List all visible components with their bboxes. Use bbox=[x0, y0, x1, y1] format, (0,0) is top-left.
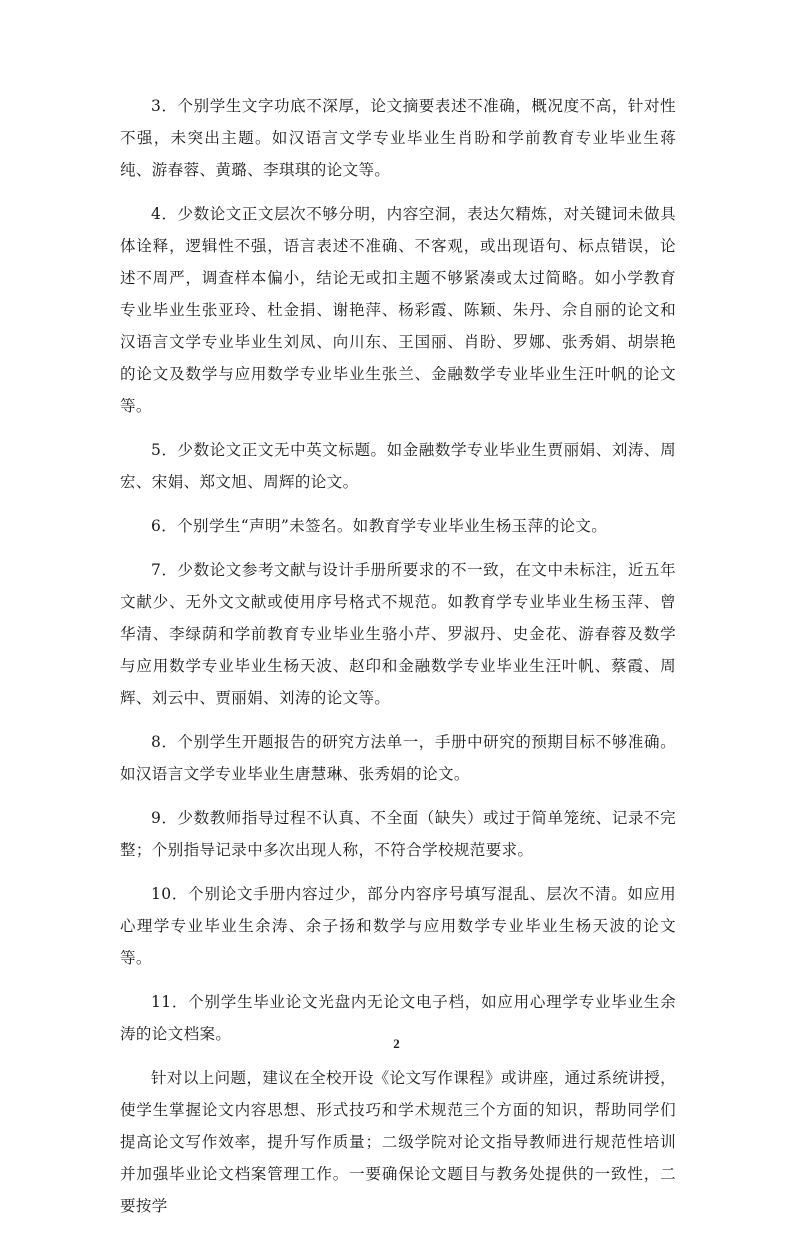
paragraph-item-8: 8．个别学生开题报告的研究方法单一，手册中研究的预期目标不够准确。如汉语言文学专业毕业生唐慧琳、张秀娟的论文。 bbox=[120, 733, 676, 783]
paragraph-item-3: 3．个别学生文字功底不深厚，论文摘要表述不准确，概况度不高，针对性不强，未突出主题。如汉语言文学专业毕业生肖盼和学前教育专业毕业生蒋纯、游春蓉、黄璐、李琪琪的论文等。 bbox=[120, 97, 676, 179]
document-body bbox=[120, 90, 676, 1234]
paragraph-recommendation: 针对以上问题，建议在全校开设《论文写作课程》或讲座，通过系统讲授，使学生掌握论文内容思想、形式技巧和学术规范三个方面的知识，帮助同学们提高论文写作效率，提升写作质量；二级学院对论文指导教师进行规范性培训并加强毕业论文档案管理工作。一要确保论文题目与教务处提供的一致性，二要按学 bbox=[120, 1069, 676, 1215]
paragraph-item-6: 6．个别学生“声明”未签名。如教育学专业毕业生杨玉萍的论文。 bbox=[151, 517, 608, 535]
page-number: 2 bbox=[393, 1036, 400, 1051]
paragraph-item-5: 5．少数论文正文无中英文标题。如金融数学专业毕业生贾丽娟、刘涛、周宏、宋娟、郑文旭、周辉的论文。 bbox=[120, 441, 676, 491]
paragraph-item-11: 11．个别学生毕业论文光盘内无论文电子档，如应用心理学专业毕业生余涛的论文档案。 bbox=[120, 993, 676, 1043]
paragraph-item-10: 10．个别论文手册内容过少，部分内容序号填写混乱、层次不清。如应用心理学专业毕业生余涛、余子扬和数学与应用数学专业毕业生杨天波的论文等。 bbox=[120, 885, 676, 967]
paragraph-item-4: 4．少数论文正文层次不够分明，内容空洞，表达欠精炼，对关键词未做具体诠释，逻辑性不强，语言表述不准确、不客观，或出现语句、标点错误，论述不周严，调查样本偏小，结论无或扣主题不够紧凑或太过简略。如小学教育专业毕业生张亚玲、杜金捐、谢艳萍、杨彩霞、陈颖、朱丹、佘自丽的论文和汉语言文学专业毕业生刘凤、向川东、王国丽、肖盼、罗娜、张秀娟、胡崇艳的论文及数学与应用数学专业毕业生张兰、金融数学专业毕业生汪叶帆的论文等。 bbox=[120, 205, 676, 415]
paragraph-item-7: 7．少数论文参考文献与设计手册所要求的不一致，在文中未标注，近五年文献少、无外文文献或使用序号格式不规范。如教育学专业毕业生杨玉萍、曾华清、李绿荫和学前教育专业毕业生骆小芹、罗淑丹、史金花、游春蓉及数学与应用数学专业毕业生杨天波、赵印和金融数学专业毕业生汪叶帆、蔡霞、周辉、刘云中、贾丽娟、刘涛的论文等。 bbox=[120, 561, 676, 707]
paragraph-item-9: 9．少数教师指导过程不认真、不全面（缺失）或过于简单笼统、记录不完整；个别指导记录中多次出现人称，不符合学校规范要求。 bbox=[120, 809, 676, 859]
